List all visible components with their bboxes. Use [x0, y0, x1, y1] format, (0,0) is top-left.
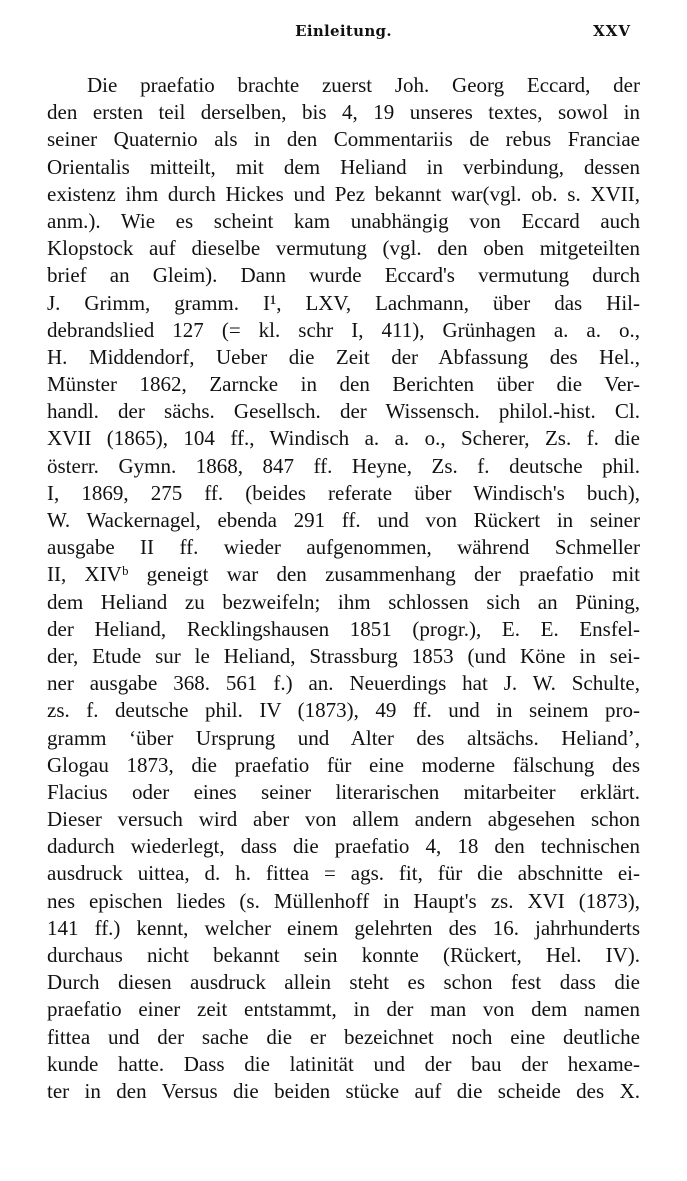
- text-line: fittea und der sache die er bezeichnet noch eine deutliche: [47, 1024, 640, 1049]
- text-line: ter in den Versus die beiden stücke auf die scheide des X.: [47, 1078, 640, 1103]
- text-line: Klopstock auf dieselbe vermutung (vgl. den oben mitgeteilten: [47, 236, 640, 261]
- text-line: anm.). Wie es scheint kam unabhängig von Eccard auch: [47, 208, 640, 233]
- text-line: Die praefatio brachte zuerst Joh. Georg Eccard, der: [87, 73, 640, 97]
- text-line: dem Heliand zu bezweifeln; ihm schlossen sich an Püning,: [47, 589, 640, 614]
- text-line: nes epischen liedes (s. Müllenhoff in Haupt's zs. XVI (1873),: [47, 888, 640, 913]
- text-line: den ersten teil derselben, bis 4, 19 unseres textes, sowol in: [47, 100, 640, 125]
- text-line: der Heliand, Recklingshausen 1851 (progr.), E. E. Ensfel-: [47, 616, 640, 641]
- text-line: 141 ff.) kennt, welcher einem gelehrten des 16. jahrhunderts: [47, 915, 640, 940]
- body-paragraph: [47, 72, 640, 1105]
- text-line: Glogau 1873, die praefatio für eine moderne fälschung des: [47, 752, 640, 777]
- running-title: Einleitung.: [295, 22, 392, 40]
- text-line: XVII (1865), 104 ff., Windisch a. a. o., Scherer, Zs. f. die: [47, 426, 640, 451]
- text-line: Durch diesen ausdruck allein steht es schon fest dass die: [47, 970, 640, 995]
- text-line: seiner Quaternio als in den Commentariis de rebus Franciae: [47, 127, 640, 152]
- text-line: ausdruck uittea, d. h. fittea = ags. fit, für die abschnitte ei-: [47, 861, 640, 886]
- text-line: Orientalis mitteilt, mit dem Heliand in verbindung, dessen: [47, 154, 640, 179]
- text-line: kunde hatte. Dass die latinität und der bau der hexame-: [47, 1051, 640, 1076]
- text-line: zs. f. deutsche phil. IV (1873), 49 ff. und in seinem pro-: [47, 698, 640, 723]
- text-line: österr. Gymn. 1868, 847 ff. Heyne, Zs. f. deutsche phil.: [47, 453, 640, 478]
- page-number: XXV: [593, 22, 631, 40]
- text-line: praefatio einer zeit entstammt, in der man von dem namen: [47, 997, 640, 1022]
- text-line: ner ausgabe 368. 561 f.) an. Neuerdings hat J. W. Schulte,: [47, 671, 640, 696]
- text-line: der, Etude sur le Heliand, Strassburg 1853 (und Köne in sei-: [47, 643, 640, 668]
- text-line: debrandslied 127 (= kl. schr I, 411), Grünhagen a. a. o.,: [47, 317, 640, 342]
- text-line: brief an Gleim). Dann wurde Eccard's vermutung durch: [47, 263, 640, 288]
- text-line: handl. der sächs. Gesellsch. der Wissensch. philol.-hist. Cl.: [47, 399, 640, 424]
- text-line: existenz ihm durch Hickes und Pez bekannt war(vgl. ob. s. XVII,: [47, 181, 640, 206]
- text-line: ausgabe II ff. wieder aufgenommen, während Schmeller: [47, 535, 640, 560]
- text-line: Dieser versuch wird aber von allem andern abgesehen schon: [47, 807, 640, 832]
- text-line: dadurch wiederlegt, dass die praefatio 4, 18 den technischen: [47, 834, 640, 859]
- text-line: J. Grimm, gramm. I¹, LXV, Lachmann, über das Hil-: [47, 290, 640, 315]
- text-line: II, XIVᵇ geneigt war den zusammenhang der praefatio mit: [47, 562, 640, 587]
- text-line: Münster 1862, Zarncke in den Berichten über die Ver-: [47, 372, 640, 397]
- text-line: gramm ‘über Ursprung und Alter des altsächs. Heliand’,: [47, 725, 640, 750]
- text-line: H. Middendorf, Ueber die Zeit der Abfassung des Hel.,: [47, 344, 640, 369]
- running-header: [0, 22, 687, 46]
- text-line: I, 1869, 275 ff. (beides referate über Windisch's buch),: [47, 480, 640, 505]
- text-line: Flacius oder eines seiner literarischen mitarbeiter erklärt.: [47, 779, 640, 804]
- text-line: durchaus nicht bekannt sein konnte (Rückert, Hel. IV).: [47, 943, 640, 967]
- text-line: W. Wackernagel, ebenda 291 ff. und von Rückert in seiner: [47, 508, 640, 532]
